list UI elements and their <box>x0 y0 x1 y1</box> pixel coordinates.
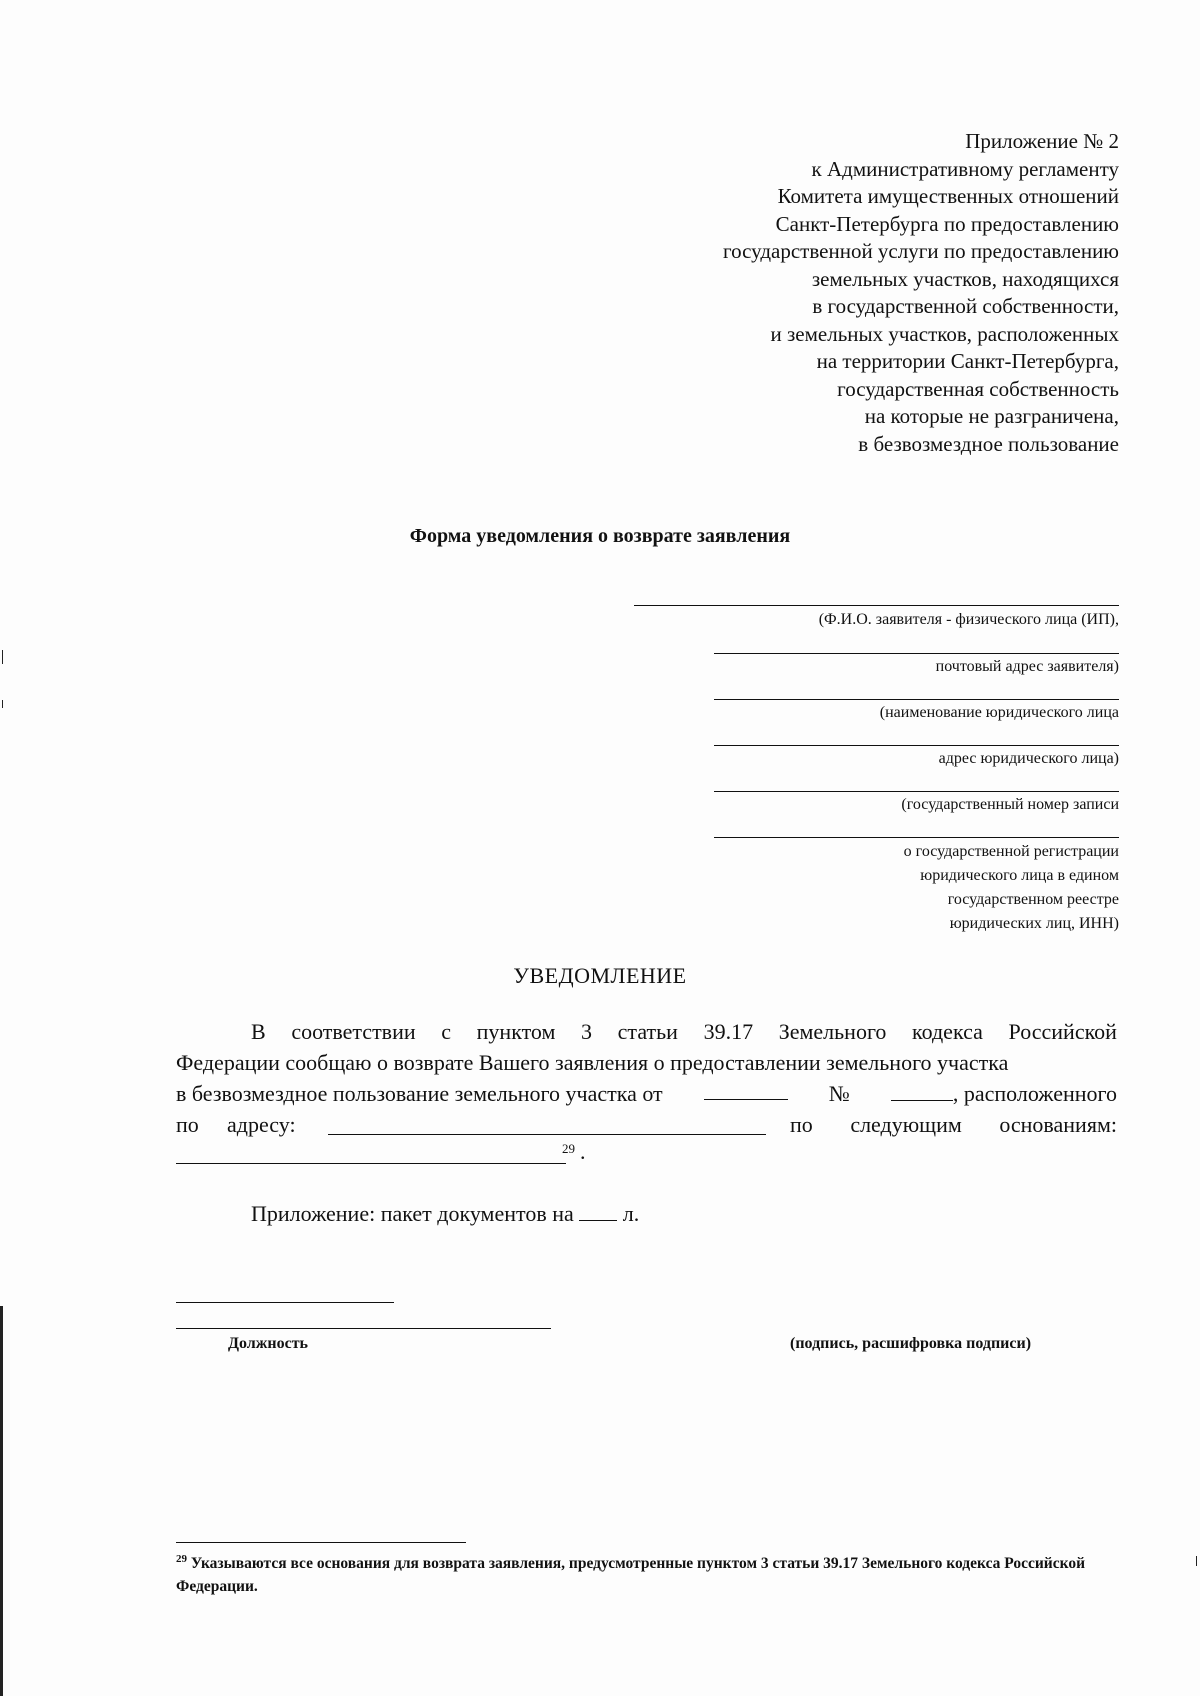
number-blank[interactable] <box>891 1080 953 1101</box>
notice-line <box>251 1017 1117 1047</box>
word: следующим <box>850 1112 962 1137</box>
footnote-number: 29 <box>176 1552 187 1565</box>
word: Российской <box>1008 1019 1117 1044</box>
date-blank[interactable] <box>704 1079 788 1100</box>
addressee-label: государственном реестре <box>947 891 1119 908</box>
appendix-line: на территории Санкт-Петербурга, <box>816 349 1119 373</box>
scan-edge-mark <box>2 700 3 708</box>
appendix-line: в государственной собственности, <box>812 294 1119 318</box>
attachment-text: Приложение: пакет документов на <box>251 1201 574 1226</box>
footnote-separator <box>176 1542 466 1543</box>
appendix-line: к Административному регламенту <box>811 156 1119 181</box>
addressee-label: почтовый адрес заявителя) <box>935 658 1119 675</box>
appendix-line: земельных участков, находящихся <box>811 266 1119 291</box>
word: кодекса <box>912 1019 983 1044</box>
word: В <box>251 1019 266 1044</box>
addressee-fill-line <box>714 745 1119 746</box>
word: Земельного <box>778 1019 887 1044</box>
addressee-fill-line <box>714 653 1119 654</box>
word: по <box>790 1112 813 1137</box>
word: с <box>441 1019 452 1044</box>
scan-edge-border <box>0 1306 3 1696</box>
signature-fill-line <box>176 1328 551 1329</box>
addressee-label: юридического лица в едином <box>920 867 1119 884</box>
pages-blank[interactable] <box>579 1200 617 1221</box>
signature-label: (подпись, расшифровка подписи) <box>790 1335 1032 1352</box>
addressee-label: адрес юридического лица) <box>938 750 1119 767</box>
notice-line <box>176 1079 1117 1109</box>
notice-text: , расположенного <box>952 1081 1117 1106</box>
attachment-text: л. <box>622 1201 640 1226</box>
addressee-fill-line <box>714 699 1119 700</box>
addressee-fill-line <box>714 791 1119 792</box>
appendix-line: Приложение № 2 <box>965 129 1119 153</box>
notice-line: 29 . <box>176 1137 1117 1167</box>
attachment-line <box>251 1199 639 1229</box>
appendix-line: государственная собственность <box>837 376 1119 401</box>
position-fill-line <box>176 1302 394 1303</box>
appendix-line: и земельных участков, расположенных <box>770 321 1119 346</box>
addressee-fill-line <box>634 605 1119 606</box>
form-title: Форма уведомления о возврате заявления <box>409 525 791 547</box>
grounds-blank[interactable] <box>176 1143 566 1164</box>
position-label: Должность <box>228 1335 309 1352</box>
word: пунктом <box>476 1019 556 1044</box>
footnote-text: Указываются все основания для возврата заявления, предусмотренные пунктом 3 статьи 39.17 Земельного кодекса Российской Федерации. <box>176 1555 1086 1595</box>
addressee-fill-line <box>714 837 1119 838</box>
word: статьи <box>617 1019 678 1044</box>
addressee-label: (государственный номер записи <box>901 796 1119 813</box>
addressee-label: юридических лиц, ИНН) <box>949 915 1119 932</box>
appendix-line: государственной услуги по предоставлению <box>723 239 1119 263</box>
addressee-label: (Ф.И.О. заявителя - физического лица (ИП), <box>818 611 1119 628</box>
appendix-line: Санкт-Петербурга по предоставлению <box>775 211 1119 236</box>
scan-edge-mark <box>2 650 3 664</box>
notice-text: по <box>176 1112 199 1137</box>
address-blank[interactable] <box>328 1114 766 1135</box>
footnote <box>176 1552 1117 1598</box>
notice-text: . <box>580 1139 586 1164</box>
notice-line: Федерации сообщаю о возврате Вашего заявления о предоставлении земельного участка <box>176 1050 1009 1075</box>
scan-edge-mark <box>1196 1556 1197 1566</box>
word: соответствии <box>291 1019 416 1044</box>
word: основаниям: <box>999 1112 1117 1137</box>
appendix-line: на которые не разграничена, <box>864 404 1119 428</box>
appendix-line: Комитета имущественных отношений <box>777 184 1119 208</box>
addressee-label: о государственной регистрации <box>903 843 1119 860</box>
notice-text: в безвозмездное пользование земельного участка от <box>176 1081 663 1106</box>
notice-text: адресу: <box>227 1112 296 1137</box>
word: 39.17 <box>703 1019 754 1044</box>
addressee-label: (наименование юридического лица <box>879 704 1119 721</box>
appendix-header <box>723 128 1119 458</box>
notice-title: УВЕДОМЛЕНИЕ <box>513 963 687 988</box>
number-sign: № <box>828 1081 850 1106</box>
appendix-line: в безвозмездное пользование <box>858 431 1119 456</box>
word: 3 <box>581 1019 593 1044</box>
